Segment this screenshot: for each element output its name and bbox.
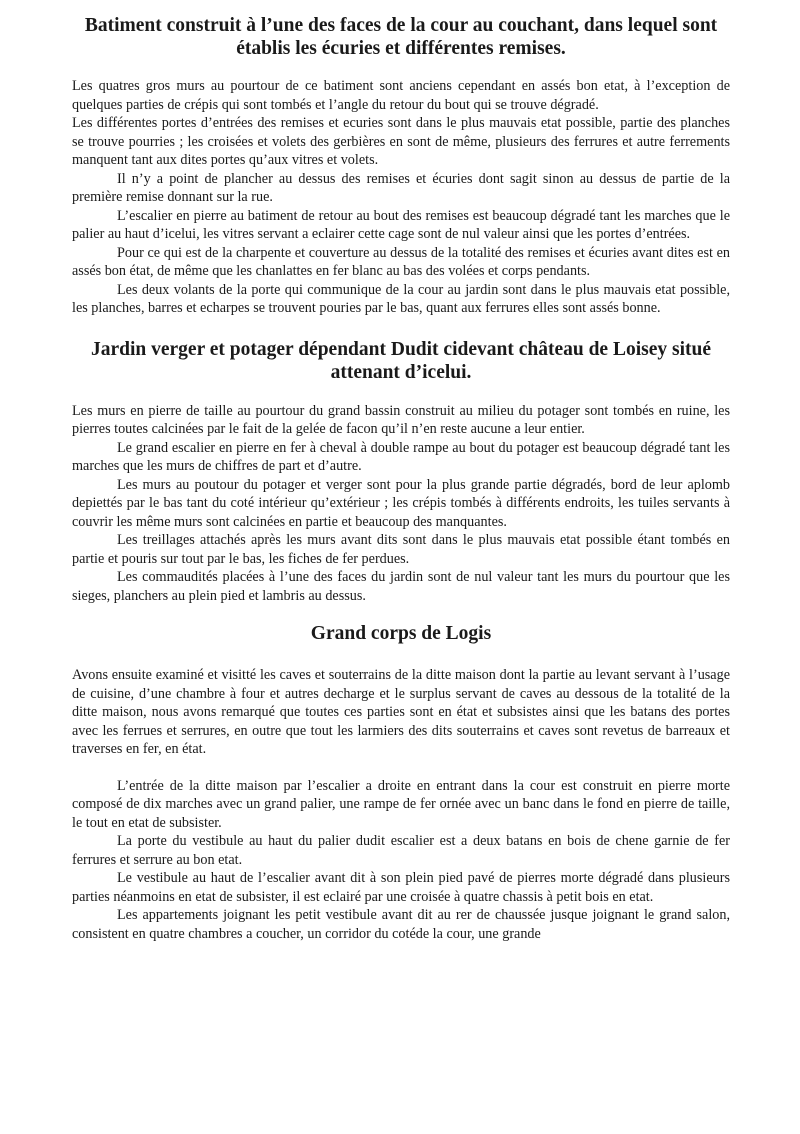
paragraph: Les quatres gros murs au pourtour de ce batiment sont anciens cependant en assés bon etat, à l’exception de quelques parties de crépis qui sont tombés et l’angle du retour du bout qui se trouve dégradé. — [72, 78, 730, 113]
paragraph: La porte du vestibule au haut du palier dudit escalier est a deux batans en bois de chene garnie de fer ferrures et serrure au bon etat. — [72, 833, 730, 868]
paragraph: Les murs en pierre de taille au pourtour du grand bassin construit au milieu du potager sont tombés en ruine, les pierres toutes calcinées par le fait de la gelée de facon qu’il n’en reste aucune a leur entier. — [72, 402, 730, 437]
section-title-jardin: Jardin verger et potager dépendant Dudit cidevant château de Loisey situé attenant d’icelui. — [90, 338, 711, 383]
paragraph: Les treillages attachés après les murs avant dits sont dans le plus mauvais etat possible étant tombés en partie et pouris sur tout par le bas, les fiches de fer perdues. — [72, 532, 730, 567]
paragraph: L’escalier en pierre au batiment de retour au bout des remises est beaucoup dégradé tant les marches que le palier au haut d’icelui, les vitres servant a eclairer cette cage sont de nul valeur ainsi que les portes d’entrées. — [72, 207, 730, 242]
paragraph: Les murs au poutour du potager et verger sont pour la plus grande partie dégradés, bord de leur aplomb depiettés par le bas tant du coté intérieur qu’extérieur ; les crépis tombés à différents endroits, les tuiles servants à couvrir les même murs sont calcinées en partie et beaucoup des manquantes. — [72, 476, 730, 530]
section-title-grand-corps-de-logis: Grand corps de Logis — [310, 623, 492, 644]
paragraph: Pour ce qui est de la charpente et couverture au dessus de la totalité des remises et écuries avant dites est en assés bon état, de même que les chanlattes en fer blanc au bas des volées et corps pendants. — [72, 244, 730, 279]
paragraph: Les commaudités placées à l’une des faces du jardin sont de nul valeur tant les murs du pourtour que les sieges, planchers au plein pied et lambris au dessus. — [72, 569, 730, 604]
paragraph: Il n’y a point de plancher au dessus des remises et écuries dont sagit sinon au dessus de partie de la première remise donnant sur la rue. — [72, 170, 730, 205]
paragraph: Avons ensuite examiné et visitté les caves et souterrains de la ditte maison dont la partie au levant servant à l’usage de cuisine, d’une chambre à four et autres decharge et le surplus servant de caves au dessous de la totalité de la ditte maison, nous avons remarqué que toutes ces parties sont en état et subsistes ainsi que les batans des portes avec les ferrues et serrures, en outre que tout les larmiers des dits souterrains et caves sont revetus de barreaux et traverses en fer, en état. — [72, 667, 730, 757]
section-title-batiment: Batiment construit à l’une des faces de la cour au couchant, dans lequel sont établis les écuries et différentes remises. — [84, 15, 718, 59]
paragraph: Le vestibule au haut de l’escalier avant dit à son plein pied pavé de pierres morte dégradé dans plusieurs parties néanmoins en etat de subsister, il est eclairé par une croisée à quatre chassis à petit bois en etat. — [72, 870, 730, 905]
paragraph: Les différentes portes d’entrées des remises et ecuries sont dans le plus mauvais etat possible, partie des planches se trouve pourries ; les croisées et volets des gerbières en sont de même, plusieurs des ferrures et autre ferrements manquent tant aux dites portes qu’aux vitres et volets. — [72, 115, 730, 168]
paragraph: Les appartements joignant les petit vestibule avant dit au rer de chaussée jusque joignant le grand salon, consistent en quatre chambres a coucher, un corridor du cotéde la cour, une grande — [72, 907, 730, 942]
paragraph: Le grand escalier en pierre en fer à cheval à double rampe au bout du potager est beaucoup dégradé tant les marches que les murs de chiffres de part et d’autre. — [72, 439, 730, 474]
paragraph: L’entrée de la ditte maison par l’escalier a droite en entrant dans la cour est construit en pierre morte composé de dix marches avec un grand palier, une rampe de fer ornée avec un banc dans le fond en pierre de taille, le tout en etat de subsister. — [72, 777, 730, 831]
paragraph: Les deux volants de la porte qui communique de la cour au jardin sont dans le plus mauvais etat possible, les planches, barres et echarpes se trouvent pouries par le bas, quant aux ferrures elles sont assés bonne. — [72, 281, 730, 316]
